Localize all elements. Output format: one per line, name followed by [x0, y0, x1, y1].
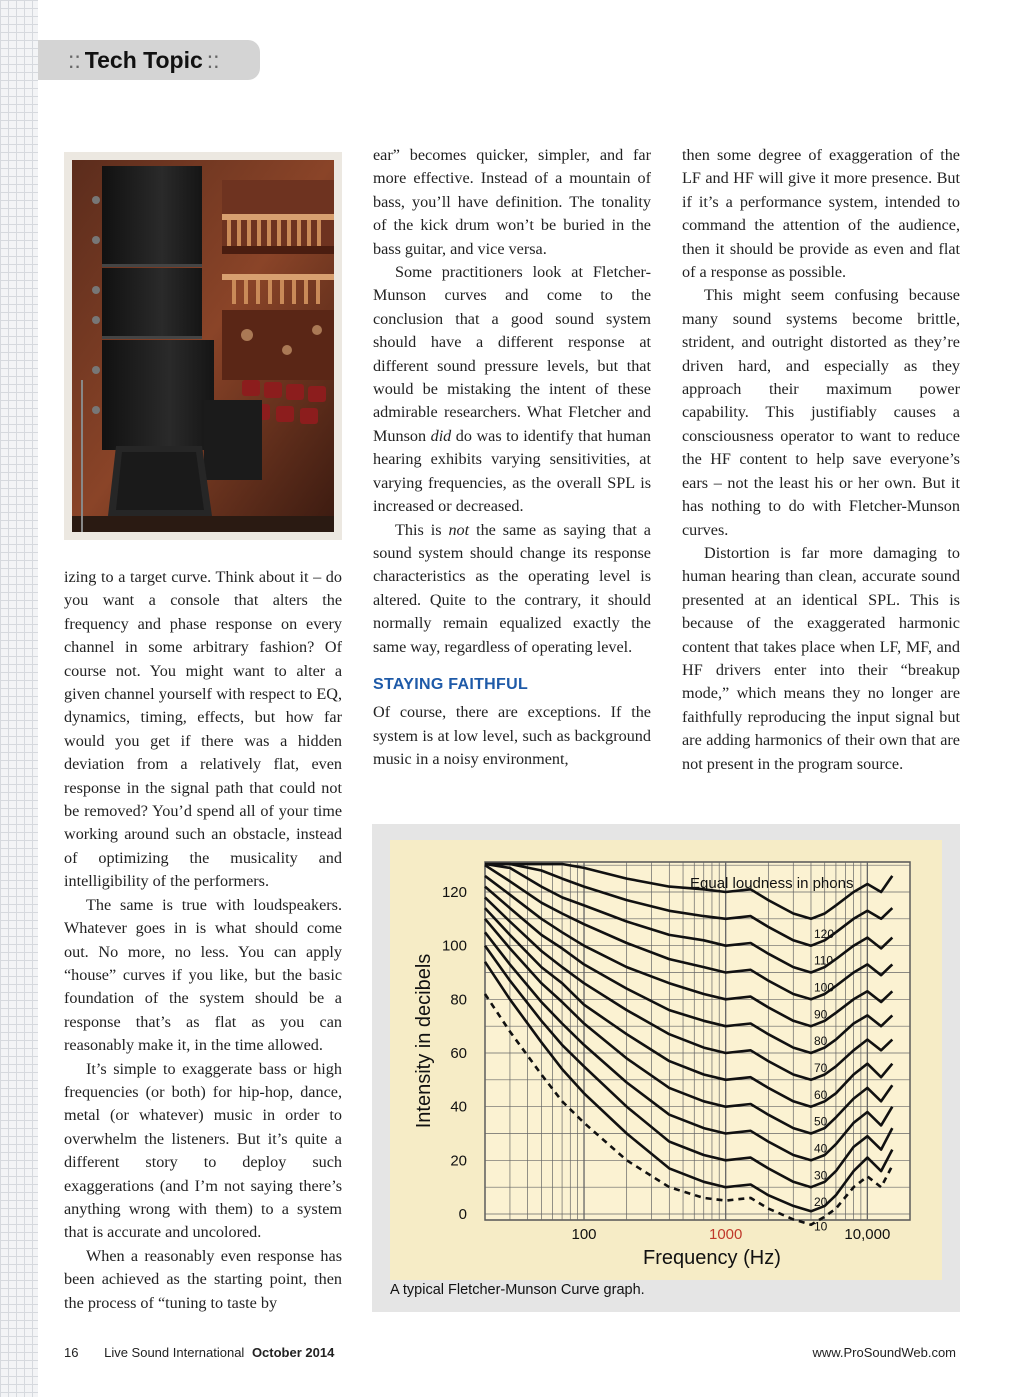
y-tick-label: 40 [450, 1098, 467, 1116]
section-title: Tech Topic [84, 46, 203, 73]
section-heading: STAYING FAITHFUL [373, 675, 529, 693]
tab-separator-left: :: [68, 46, 81, 73]
y-tick-label: 120 [441, 884, 467, 901]
paragraph: ear” becomes quicker, simpler, and far more effective. Instead of a mountain of bass, you’ll have definition. The tonality of the kick drum won’t be buried in the bass guitar, and vice versa. [373, 146, 651, 258]
website-url[interactable]: www.ProSoundWeb.com [812, 1345, 956, 1360]
x-tick-label: 10,000 [844, 1226, 891, 1243]
grid-margin-decoration [0, 0, 38, 1397]
paragraph [373, 519, 651, 659]
emphasis: not [448, 520, 470, 539]
text-column-2 [373, 144, 651, 772]
y-tick-label: 60 [450, 1045, 467, 1062]
figure-caption: A typical Fletcher-Munson Curve graph. [390, 1282, 645, 1298]
y-axis-label: Intensity in decibels [413, 953, 435, 1129]
x-tick-label: 100 [571, 1226, 597, 1243]
text-run: the same as saying that a sound system should change its response characteristics as the operating level is altered. Quite to the contrary, it should normally remain equalized exactly the same way, regardless of operating level. [373, 520, 651, 656]
phon-label-120: 120 [813, 926, 835, 941]
loudspeaker-photo [64, 152, 342, 540]
y-tick-label: 0 [458, 1206, 467, 1223]
fletcher-munson-chart [390, 840, 942, 1280]
phon-label-90: 90 [813, 1007, 828, 1022]
y-tick-label: 100 [441, 937, 467, 955]
tab-separator-right: :: [206, 46, 220, 73]
paragraph: Distortion is far more damaging to human hearing than clean, accurate sound presented at an identical SPL. This is because of the exaggerated harmonic content that takes place when LF, MF, and HF drivers enter into their “breakup mode,” which means they no longer are faithfully reproducing the input signal but are adding harmonics of their own that are not present in the program source. [682, 543, 960, 773]
phon-label-10: 10 [813, 1219, 828, 1234]
paragraph: izing to a target curve. Think about it – do you want a console that alters the frequency and phase response on every channel in some arbitrary fashion? Of course not. You might want to alter a given channel yourself with respect to EQ, dynamics, timing, effects, but how far would you get if there was a hidden deviation from a relatively flat, even response in the signal path that could not be removed? You’d spend all of your time working around such an obstacle, instead of optimizing the musicality and intelligibility of the performers. [64, 568, 342, 891]
footer-left [64, 1345, 334, 1360]
paragraph: then some degree of exaggeration of the LF and HF will give it more presence. But if it’s a performance system, intended to command the attention of the audience, then it should be provide as even and flat of a response as possible. [682, 146, 960, 282]
phon-label-20: 20 [813, 1195, 828, 1210]
phon-label-70: 70 [813, 1061, 828, 1075]
magazine-name: Live Sound International [104, 1345, 245, 1360]
text-column-1 [64, 566, 342, 1315]
y-tick-label: 20 [450, 1152, 467, 1170]
phon-label-40: 40 [813, 1141, 828, 1156]
emphasis: did [430, 426, 452, 445]
text-run: do was to identify that human hearing exhibits varying sensitivities, at varying frequencies, as the overall SPL is increased or decreased. [373, 426, 651, 516]
phon-label-80: 80 [813, 1034, 828, 1049]
y-tick-label: 80 [450, 991, 467, 1009]
x-tick-label: 1000 [708, 1226, 743, 1243]
loudspeaker-photo-image [72, 160, 334, 532]
phon-label-30: 30 [813, 1168, 828, 1183]
fletcher-munson-figure [372, 824, 960, 1312]
phon-label-50: 50 [813, 1114, 828, 1129]
text-run: Some practitioners look at Fletcher-Munson curves and come to the conclusion that a good sound system should have a different response at different sound pressure levels, but that would be mistaking the intent of these admirable researchers. What Fletcher and Munson [373, 263, 651, 445]
paragraph: When a reasonably even response has been achieved as the starting point, then the process of “tuning to taste by [64, 1246, 342, 1312]
x-axis-label: Frequency (Hz) [643, 1247, 781, 1269]
page-number: 16 [64, 1345, 79, 1360]
issue-date: October 2014 [251, 1345, 335, 1360]
phon-label-60: 60 [813, 1087, 828, 1102]
paragraph: This might seem confusing because many sound systems become brittle, strident, and outright distorted as they’re driven hard, and especially as they approach their maximum power capability. This justifiably causes a consciousness operator to want to reduce the HF content to help save everyone’s ears – not the least his or her own. But it has nothing to do with Fletcher-Munson curves. [682, 286, 960, 539]
section-tab [38, 40, 260, 80]
phon-label-110: 110 [813, 953, 834, 968]
paragraph [373, 261, 651, 518]
paragraph: It’s simple to exaggerate bass or high frequencies (or both) for hip-hop, dance, metal (or whatever) music in order to overwhelm the listeners. But it’s quite a different story to deploy such exaggerations (and I’m not saying there’s anything wrong with them) to a system that is accurate and uncolored. [64, 1059, 342, 1242]
paragraph: Of course, there are exceptions. If the system is at low level, such as background music in a noisy environment, [373, 703, 651, 769]
chart-title: Equal loudness in phons [690, 875, 854, 892]
text-column-3 [682, 144, 960, 776]
paragraph: The same is true with loudspeakers. Whatever goes in is what should come out. No more, no less. You can apply “house” curves if you like, but the basic foundation of the system should be a response that’s as flat as you can reasonably make it, in the time allowed. [64, 895, 342, 1055]
phon-label-100: 100 [813, 980, 835, 995]
text-run: This is [395, 520, 449, 539]
